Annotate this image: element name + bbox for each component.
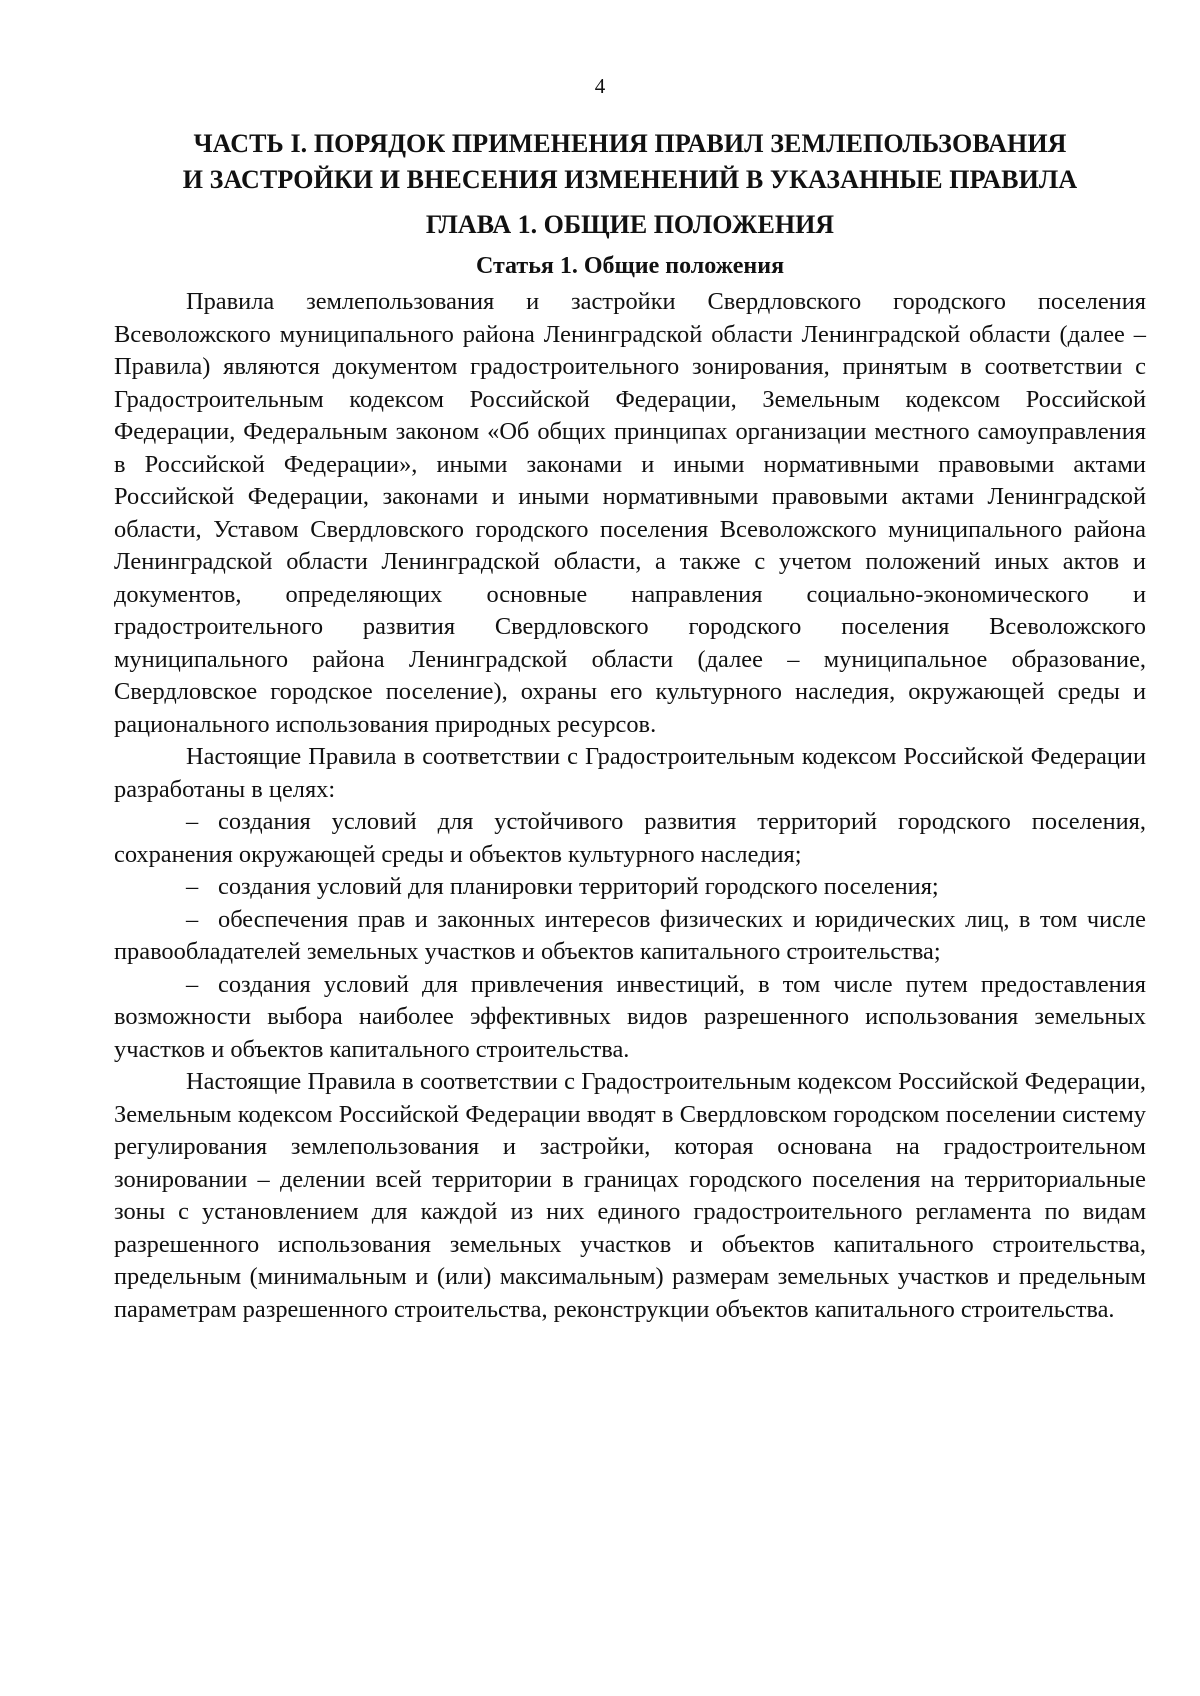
bullet-text-1: создания условий для устойчивого развития территорий городского поселения, сохранения окружающей среды и объектов культурного наследия; (114, 808, 1146, 868)
page-number: 4 (594, 74, 606, 98)
paragraph-2: Настоящие Правила в соответствии с Градостроительным кодексом Российской Федерации разработаны в целях: (114, 743, 1146, 803)
part-title (114, 126, 1146, 198)
paragraph-1: Правила землепользования и застройки Свердловского городского поселения Всеволожского муниципального района Ленинградской области Ленинградской области (далее – Правила) являются документом градостроительного зонирования, принятым в соответствии с Градостроительным кодексом Российской Федерации, Земельным кодексом Российской Федерации, Федеральным законом «Об общих принципах организации местного самоуправления в Российской Федерации», иными законами и иными нормативными правовыми актами Российской Федерации, законами и иными нормативными правовыми актами Ленинградской области, Уставом Свердловского городского поселения Всеволожского муниципального района Ленинградской области Ленинградской области, а также с учетом положений иных актов и документов, определяющих основные направления социально-экономического и градостроительного развития Свердловского городского поселения Всеволожского муниципального района Ленинградской области (далее – муниципальное образование, Свердловское городское поселение), охраны его культурного наследия, окружающей среды и рационального использования природных ресурсов. (114, 288, 1146, 738)
bullet-text-4: создания условий для привлечения инвестиций, в том числе путем предоставления возможности выбора наиболее эффективных видов разрешенного использования земельных участков и объектов капитального строительства. (114, 970, 1146, 1063)
bullet-item-2 (114, 871, 1146, 904)
bullet-text-3: обеспечения прав и законных интересов физических и юридических лиц, в том числе правообладателей земельных участков и объектов капитального строительства; (114, 905, 1146, 965)
bullet-text-2: создания условий для планировки территорий городского поселения; (218, 873, 939, 900)
document-body (114, 126, 1146, 1326)
bullet-dash: – (186, 905, 199, 933)
paragraph-3: Настоящие Правила в соответствии с Градостроительным кодексом Российской Федерации, Земельным кодексом Российской Федерации вводят в Свердловском городском поселении систему регулирования землепользования и застройки, которая основана на градостроительном зонировании – делении всей территории в границах городского поселения на территориальные зоны с установлением для каждой из них единого градостроительного регламента по видам разрешенного использования земельных участков и объектов капитального строительства, предельным (минимальным и (или) максимальным) размерам земельных участков и предельным параметрам разрешенного строительства, реконструкции объектов капитального строительства. (114, 1068, 1146, 1323)
bullet-item-3 (114, 904, 1146, 969)
chapter-title: ГЛАВА 1. ОБЩИЕ ПОЛОЖЕНИЯ (425, 210, 835, 239)
bullet-item-4 (114, 969, 1146, 1067)
article-title: Статья 1. Общие положения (475, 253, 785, 279)
bullet-item-1 (114, 806, 1146, 871)
bullet-dash: – (186, 970, 199, 998)
bullet-dash: – (186, 873, 199, 900)
part-title-line-1: ЧАСТЬ I. ПОРЯДОК ПРИМЕНЕНИЯ ПРАВИЛ ЗЕМЛЕПОЛЬЗОВАНИЯ (193, 129, 1067, 158)
bullet-dash: – (186, 808, 199, 835)
part-title-line-2: И ЗАСТРОЙКИ И ВНЕСЕНИЯ ИЗМЕНЕНИЙ В УКАЗАННЫЕ ПРАВИЛА (182, 165, 1078, 194)
